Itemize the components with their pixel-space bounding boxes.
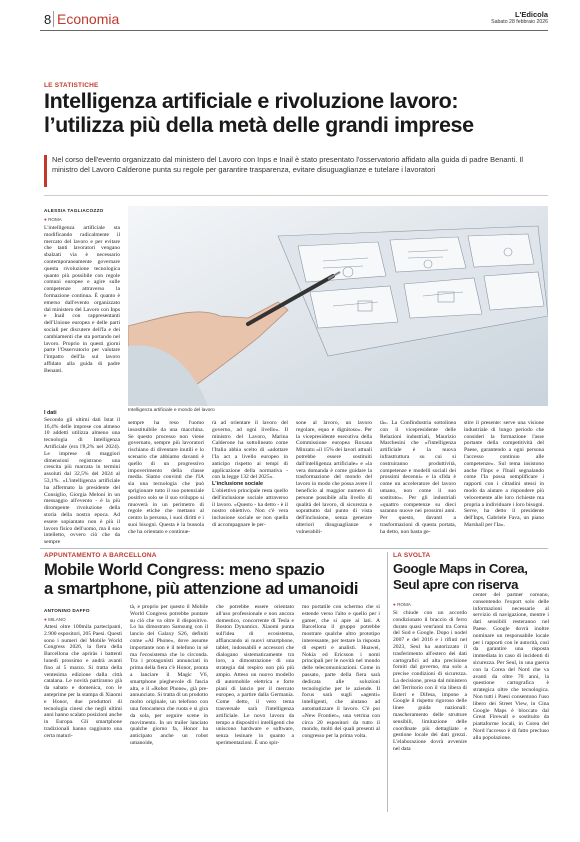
- lead-col1-subhead: I dati: [44, 410, 57, 416]
- lead-col1-para2: Secondo gli ultimi dati Istat il 16,4% delle imprese con almeno 10 addetti utilizza almeno una tecnologia di Intelligenza Artificiale (era l'8,2% nel 2024). Le imprese di maggiori dimensioni registrano una crescita più marcata in termini assoluti dal 32,5% del 2024 al 53,1%. «L'intelligenza artificiale ha affermato la presidente del Consiglio, Giorgia Meloni in un messaggio all'evento - è la più dirompente rivoluzione della storia della nostra epoca. Ad essere sopiantato non è più il lavoro fisico dell'uomo, ma il suo intelletto, ovvero ciò che da sempre: [44, 416, 120, 546]
- lead-place-label: ROMA: [48, 217, 62, 222]
- third-place: [393, 602, 411, 607]
- column-divider: [387, 552, 388, 812]
- lead-col3-para2: L'obiettivo principale resta quello dell'inclusione sociale attraverso il lavoro. «Questo - ha detto - è il nostro obiettivo. Non c'è vera inclusione sociale se non quella di accompagnare le per-: [212, 487, 288, 528]
- second-headline-line2: a smartphone, più attenzione ad umanoidi: [44, 580, 359, 598]
- lead-photo: [128, 206, 548, 406]
- second-col3-para: che potrebbe essere orientato all'uso professionale e non ancora domestico, concorrente di Tesla e Boston Dynamics. Xiaomi punta sull'idea di ecosistema, affiancando ai nuovi smartphone, tablet, indossabili e accessori che dialogano sistematicamente tra loro, a dimostrazione di una strategia dal respiro non più più ampio. Atteso un nuovo modello di automobile elettrica e forte piani di lancio per il mercato europeo, a partire dalla Germania. Come detto, il vero tema trasversale sarà l'intelligenza artificiale. Le novo lavora da tempo a dispositivi intelligenti che uniscono hardware e software, senza lesinare in quanto a sperimentazioni. È uno spir-: [216, 604, 294, 746]
- lead-col-1: [44, 225, 120, 375]
- third-headline: [393, 561, 528, 593]
- lead-col-1b: [44, 410, 120, 546]
- place-marker-icon: ●: [44, 617, 47, 622]
- lead-col1-para1: L'intelligenza artificiale sta modificando radicalmente il mercato del lavoro e per evitare che tanti lavoratori vengano sbalzati via è necessario contemporaneamente governare questa rivoluzione tecnologica quanto più possibile con regole comuni europee e agire sulle competenze attraverso la formazione continua. È quanto è emerso dall'evento organizzato dal ministero del Lavoro con Inps e Inail con rappresentanti dell'Unione europea e delle parti sociali per discutere dell'Ia e dei cambiamenti che sta portando nel lavoro. Proprio in questi giorni parte l'Osservatorio per valutare l'impatto dell'Ia sul lavoro affidato alla guida di padre Benanti.: [44, 225, 120, 374]
- lead-col-6: [464, 420, 544, 529]
- lead-kicker: LE STATISTICHE: [44, 82, 99, 89]
- lead-col-4: [296, 420, 372, 536]
- place-marker-icon: ●: [393, 602, 396, 607]
- second-place: [44, 617, 66, 622]
- third-headline-line2: Seul apre con riserva: [393, 577, 519, 592]
- lead-col3-para1: rà ad orientare il lavoro del governo, ad ogni livello». Il ministro del Lavoro, Marina Calderone ha sottolineato come l'Italia abbia scelto di «adottare l'Ia act a livello europeo in anticipo rispetto ai tempi di applicazione della normativa - con la legge 132 del 2025».: [212, 420, 288, 481]
- second-place-label: MILANO: [48, 617, 66, 622]
- second-col-1: [44, 624, 122, 740]
- header-date: Sabato 28 febbraio 2026: [491, 19, 548, 25]
- lead-col4-para: sone al lavoro, un lavoro regolare, equo e dignitoso». Per la vicepresidente esecutiva della Commissione europea Roxana Minzatu «il 15% dei lavori attuali potrebbe essere sostituiti dall'intelligenza artificiale» e «la vera domanda è come guidare la trasformazione del mondo del lavoro in modo che possa avere il beneficio al maggior numero di persone possibile alla livello di qualità del lavoro, di sicurezza e soprattutto dal punto di vista dell'inclusione, senza generare ulteriori disuguaglianze e vulnerabili-: [296, 420, 372, 535]
- second-col2-para: tà, e proprio per questo il Mobile World Congress potrebbe puntare su ciò che va oltre il dispositivo. Lo ha dimostrato Samsung con il lancio del Galaxy S26, definiti come «AI Phone», dove assume importante non è il telefono in sé ma l'ecosistema che lo circonda. Tra i protagonisti annunciati in prima della fiera c'è Honor, pronta a lanciare il Magic V6, smartphone pieghevole di fascia alta, e il «Robot Phone», già pre-annunciato. Si tratta di un prodotto molto originale, un telefono con una fotocamera che ruota e si gira da sola, per seguire scene in movimento. In un trailer lanciato qualche giorno fa, Honor ha anticipato anche un robot umanoide,: [130, 604, 208, 746]
- lead-col3-subhead: L'inclusione sociale: [212, 481, 264, 488]
- lead-headline-line1: Intelligenza artificiale e rivoluzione lavoro:: [44, 89, 459, 113]
- standfirst-rule: [44, 195, 548, 196]
- second-byline: ANTONINO DAFFO: [44, 608, 90, 613]
- masthead: L'Edicola: [514, 10, 548, 19]
- lead-col6-para: stire il presente: serve una visione industriale di lungo periodo che consideri la formazione l'asse portante della competitività del Paese, garantendo a ogni persona l'accesso continuo alle competenze». Sul tema insistono anche l'Inps e l'Inail segnalando come l'Ia possa semplificare i rapporti con i cittadini stessi in modo da aiutare a rispondere più velocemente alle loro richieste ma propria a individuare i loro bisogni. Serve, ha detto il presidente dell'Inps, Gabriele Fava, un piano Marshall per l'Ia».: [464, 420, 544, 528]
- lead-col-3: [212, 420, 288, 529]
- section-title: Economia: [57, 10, 120, 27]
- third-headline-line1: Google Maps in Corea,: [393, 561, 528, 576]
- lead-place: [44, 217, 62, 222]
- lead-col2-para: sempre ha reso l'uomo insostituibile da una macchina. Se questo processo non viene governato, sempre più lavoratori rischiano di diventare inutili e lo scenario che abbiamo davanti è quello di un progressivo impoverimento della classe media. Siamo convinti che l'IA sia una tecnologia che può sprigionare tutto il suo potenziale positivo solo se il suo sviluppo si muoverà in un perimetro di regole etiche che mettano al centro la persona, i suoi diritti e i suoi bisogni. Questa è la bussola che ha orientato e continue-: [128, 420, 204, 535]
- second-col-2: [130, 604, 208, 747]
- third-col-2: [473, 592, 549, 742]
- third-col-1: [393, 610, 467, 753]
- lead-byline: ALESSIA TAGLIACOZZO: [44, 208, 104, 213]
- second-col4-para: mo portatile con schermo che si estende verso l'alto e quello per i gamer, che si apre ai lati. A Barcellona il gruppo potrebbe mostrare qualche altro prototipo interessante, per testare la risposta di esperti e analisti. Huawei, Nokia ed Ericsson i nomi principali per le novità nel mondo delle telecomunicazioni. Come in passato, parte della fiera sarà dedicata alle soluzioni tecnologiche per le aziende. Il focus sarà sugli «agenti» intelligenti, che aiutano ad automatizzare il lavoro. C'è poi «New Frontier», una vetrina con circa 20 espositori da tutto il mondo, molti dei quali presenti al congresso per la prima volta.: [302, 604, 380, 740]
- third-place-label: ROMA: [397, 602, 411, 607]
- place-marker-icon: ●: [44, 217, 47, 222]
- standfirst-bar: [44, 155, 47, 187]
- second-col-4: [302, 604, 380, 740]
- second-headline: [44, 561, 358, 599]
- lead-photo-caption: Intelligenza artificiale e mondo del lavoro: [128, 408, 215, 413]
- lead-col-2: [128, 420, 204, 536]
- header-rule: [40, 30, 548, 31]
- second-headline-line1: Mobile World Congress: meno spazio: [44, 561, 325, 579]
- page-number: 8: [44, 12, 52, 27]
- second-col1-para: Attesi oltre 100mila partecipanti, 2.900 espositori, 205 Paesi. Questi sono i numeri del Mobile World Congress 2026, la fiera della Barcellona che apriràs i battenti lunedì prossimo e andrà avanti fino al 5 marzo. Si tratta della ventesima edizione dalla città catalana. Le novità partiranno già da sabato e domenica, con le anteprime per la stampa di Xiaomi e Honor, due produttori di tecnologia cinesi che negli ultimi anni hanno scalato posizioni anche in Europa. Gli smartphone tradizionali hanno raggiunto una certa maturi-: [44, 624, 122, 739]
- header-divider: [53, 11, 54, 27]
- lead-headline-line2: l’utilizza più della metà delle grandi imprese: [44, 113, 474, 137]
- third-col2-para: center del partner coreano, consentendo l'export solo delle informazioni necessarie al servizio di navigazione, mentre i dati sensibili resteranno nel Paese. Google dovrà inoltre nominare un responsabile locale per i rapporti con le autorità, così da garantire una risposta immediata in caso di incidenti di sicurezza. Per Seul, in una guerra con la Corea del Nord che va avanti da oltre 70 anni, la questione cartografica è strategica oltre che tecnologica. Non tutti i Paesi consentono l'uso libero dei Street View, in Cina Google Maps è bloccato dal Great Firewall e sostituito da piattaforme locali, in Corea del Nord l'accesso è di fatto precluso alla popolazione.: [473, 592, 549, 741]
- lead-standfirst: Nel corso dell'evento organizzato dal ministero del Lavoro con Inps e Inail è stato presentato l'osservatorio affidato alla guida di padre Benanti. Il ministro del Lavoro Calderone punta su regole per garantire trasparenza, evitare disuguaglianze e tutelare i lavoratori: [52, 155, 524, 175]
- lead-headline: [44, 89, 554, 137]
- second-col-3: [216, 604, 294, 747]
- second-kicker: APPUNTAMENTO A BARCELLONA: [44, 552, 157, 559]
- third-col1-para: Si chiude con un accordo condizionato il braccio di ferro durato quasi vent'anni tra Corea del Sud e Google. Dopo i nodel 2007 e del 2016 e i rifiuti nel 2023, Seul ha autorizzato il trasferimento all'estero dei dati cartografici ad alta precisione forniti dal governo, ma solo a precise condizioni di sicurezza. La decisione, presa dal ministero del Territorio con il via libera di Esteri e Difesa, impone a Google il rispetto rigoroso delle linee guida nazionali: mascheramento delle strutture sensibili, limitazione delle coordinate più dettagliate e gestione locale dei dati grezzi. L'elaborazione dovrà avvenire nel data: [393, 610, 467, 752]
- lead-photo-illustration: [128, 206, 548, 406]
- lead-col5-para: tà». La Confindustria sottolinea con il vicepresidente delle Relazioni industriali, Maurizio Marchesini che «l'intelligenza artificiale è la nuova infrastruttura su cui si costruiranno produttività, competenze e modelli sociali dei prossimi decenni» e la sfida è come un acceleratore del lavoro umano, non come il suo sostituto». Per gli industriali «quattro competenze su dieci saranno nuove nei prossimi anni. Per questo, davanti a trasformazioni di questa portata, ha detto, non basta ge-: [380, 420, 456, 535]
- third-kicker: LA SVOLTA: [393, 552, 431, 559]
- lead-col-5: [380, 420, 456, 536]
- section-rule: [40, 548, 548, 549]
